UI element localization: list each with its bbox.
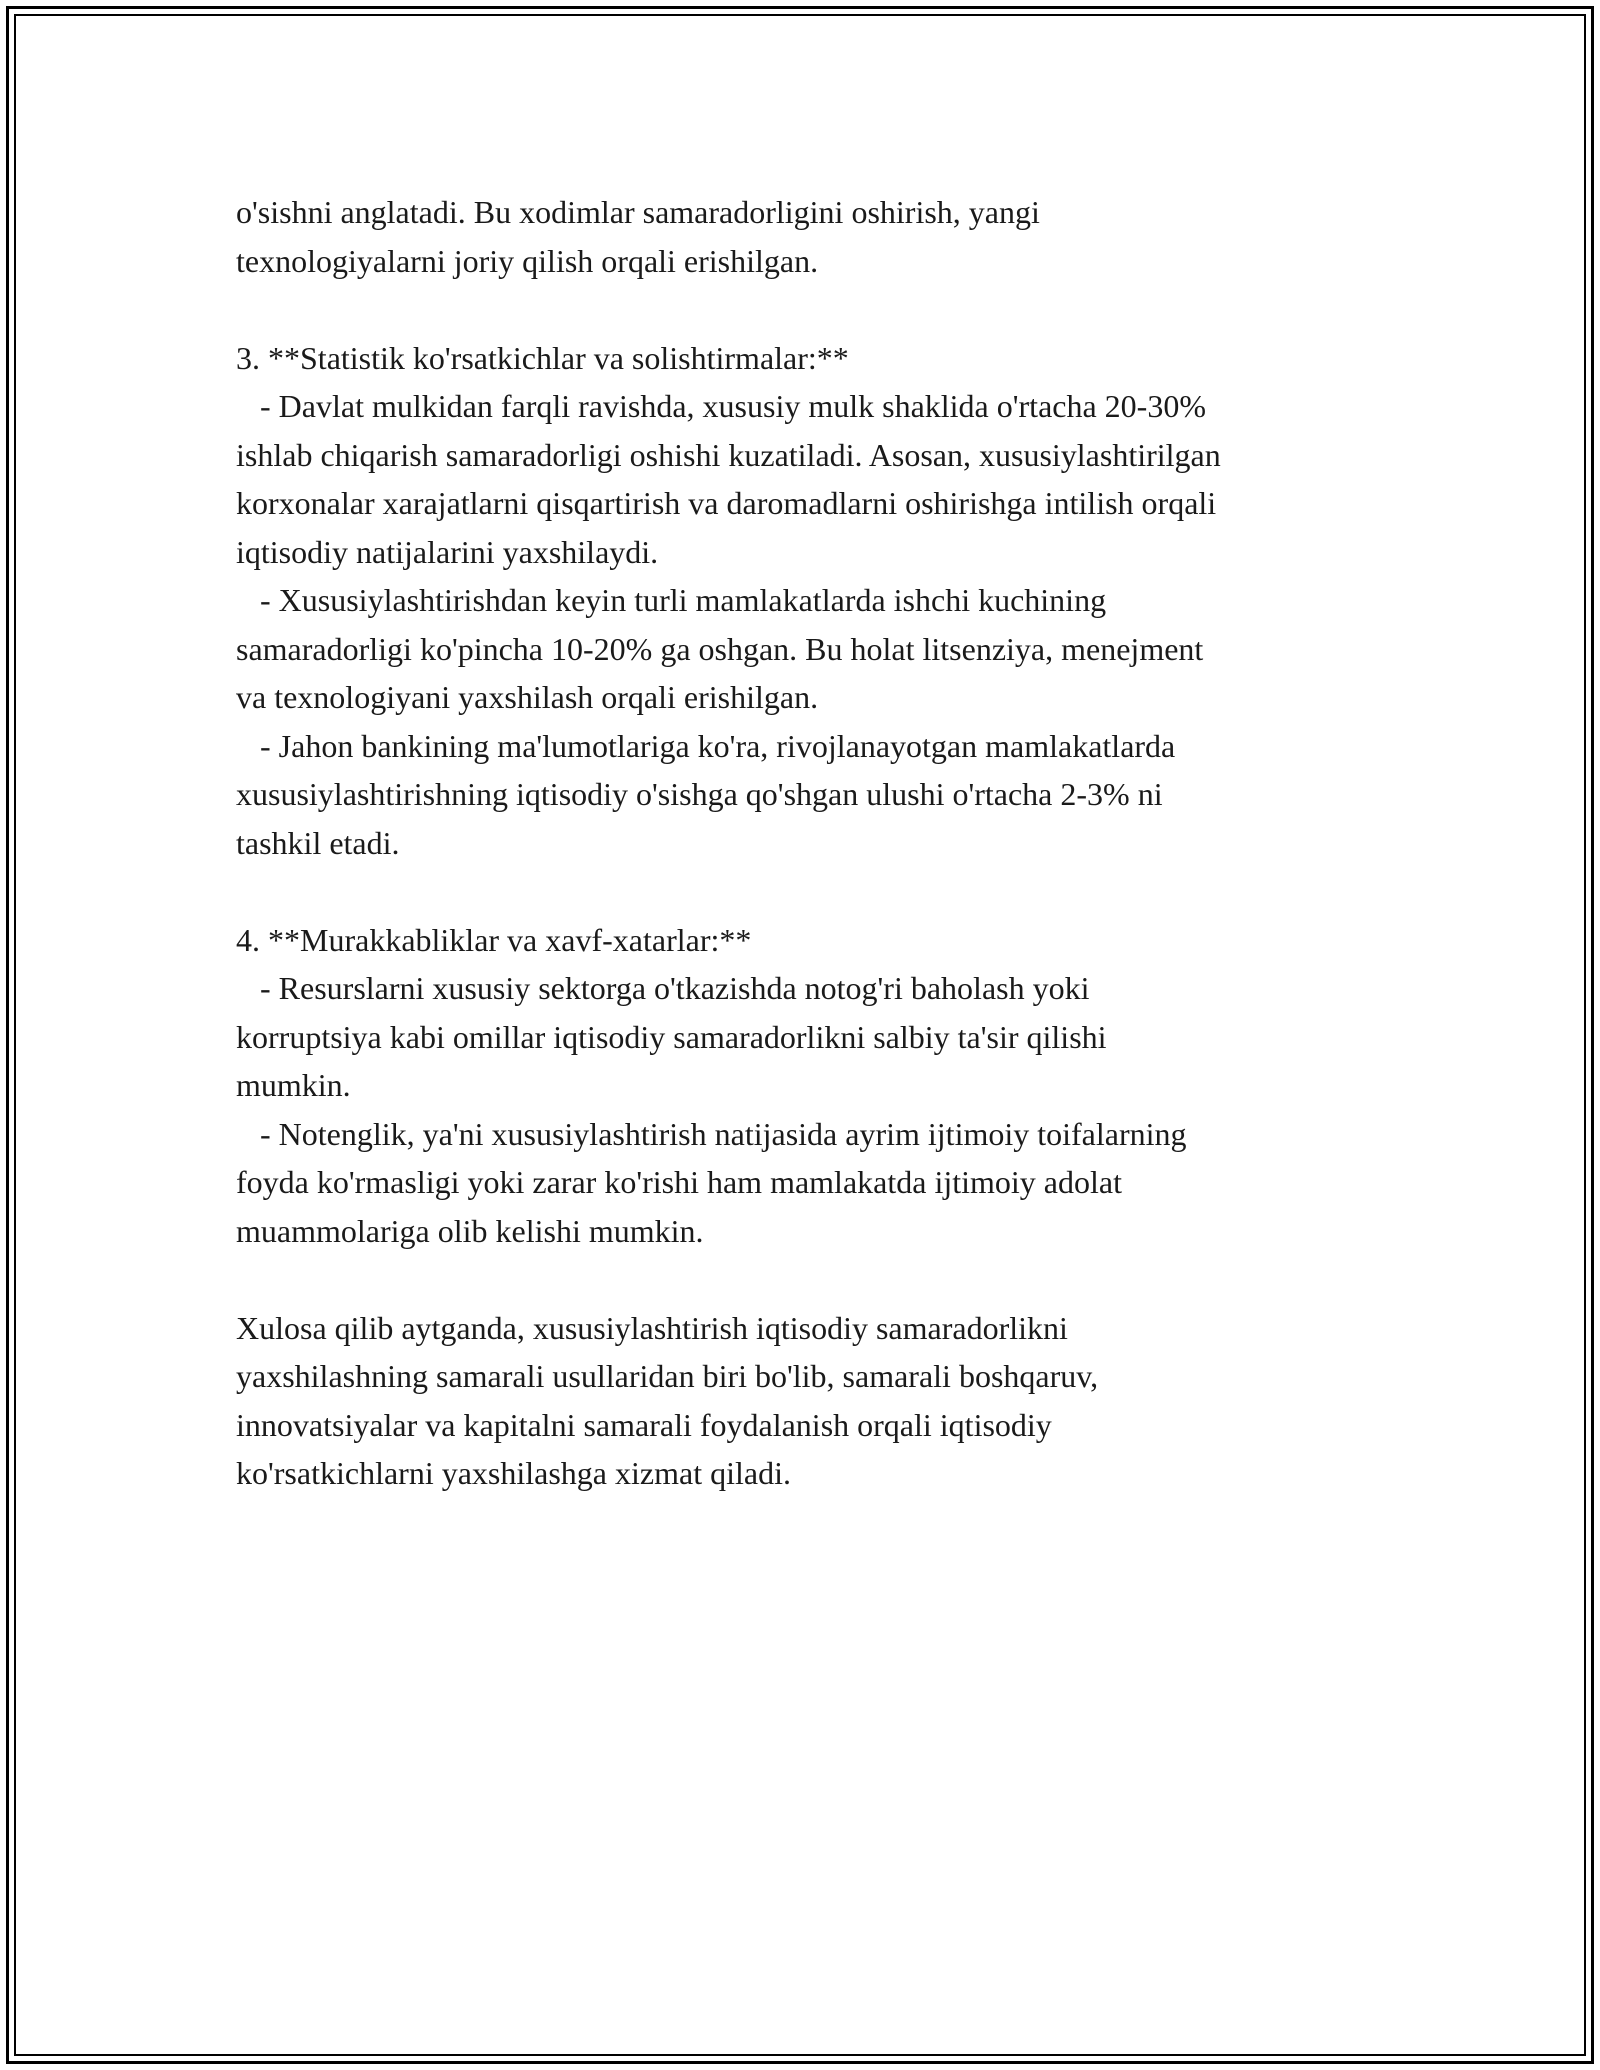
text-line: o'sishni anglatadi. Bu xodimlar samaradorligini oshirish, yangi [236, 194, 1040, 230]
text-line: korruptsiya kabi omillar iqtisodiy samaradorlikni salbiy ta'sir qilishi [236, 1018, 1107, 1055]
text-line: - Davlat mulkidan farqli ravishda, xususiy mulk shaklida o'rtacha 20-30% [236, 388, 1206, 424]
text-line: foyda ko'rmasligi yoki zarar ko'rishi ham mamlakatda ijtimoiy adolat [236, 1164, 1122, 1200]
text-line: yaxshilashning samarali usullaridan biri bo'lib, samarali boshqaruv, [236, 1358, 1099, 1394]
text-line: ishlab chiqarish samaradorligi oshishi kuzatiladi. Asosan, xususiylashtirilgan [236, 436, 1221, 473]
text-line: iqtisodiy natijalarini yaxshilaydi. [236, 533, 659, 570]
text-line: innovatsiyalar va kapitalni samarali foydalanish orqali iqtisodiy [236, 1406, 1052, 1443]
text-line: - Xususiylashtirishdan keyin turli mamlakatlarda ishchi kuchining [236, 582, 1107, 618]
text-line: ko'rsatkichlarni yaxshilashga xizmat qiladi. [236, 1455, 791, 1491]
text-line: - Jahon bankining ma'lumotlariga ko'ra, rivojlanayotgan mamlakatlarda [236, 727, 1176, 764]
paragraph-gap [236, 285, 1396, 334]
text-line: - Notenglik, ya'ni xususiylashtirish natijasida ayrim ijtimoiy toifalarning [236, 1115, 1187, 1152]
text-line: mumkin. [236, 1067, 351, 1103]
paragraph-gap [236, 867, 1396, 916]
text-line: korxonalar xarajatlarni qisqartirish va daromadlarni oshirishga intilish orqali [236, 485, 1217, 521]
text-line: Xulosa qilib aytganda, xususiylashtirish iqtisodiy samaradorlikni [236, 1309, 1068, 1346]
text-line: muammolariga olib kelishi mumkin. [236, 1212, 704, 1249]
text-line: tashkil etadi. [236, 824, 400, 861]
text-line: va texnologiyani yaxshilash orqali erishilgan. [236, 679, 819, 715]
paragraph-gap [236, 1255, 1396, 1304]
section-heading: 4. **Murakkabliklar va xavf-xatarlar:** [236, 921, 752, 958]
section-heading: 3. **Statistik ko'rsatkichlar va solishtirmalar:** [236, 339, 849, 376]
document-body [236, 188, 1396, 1498]
text-line: samaradorligi ko'pincha 10-20% ga oshgan. Bu holat litsenziya, menejment [236, 630, 1204, 667]
text-line: - Resurslarni xususiy sektorga o'tkazishda notog'ri baholash yoki [236, 970, 1090, 1006]
text-line: texnologiyalarni joriy qilish orqali erishilgan. [236, 242, 819, 279]
text-line: xususiylashtirishning iqtisodiy o'sishga qo'shgan ulushi o'rtacha 2-3% ni [236, 776, 1163, 812]
